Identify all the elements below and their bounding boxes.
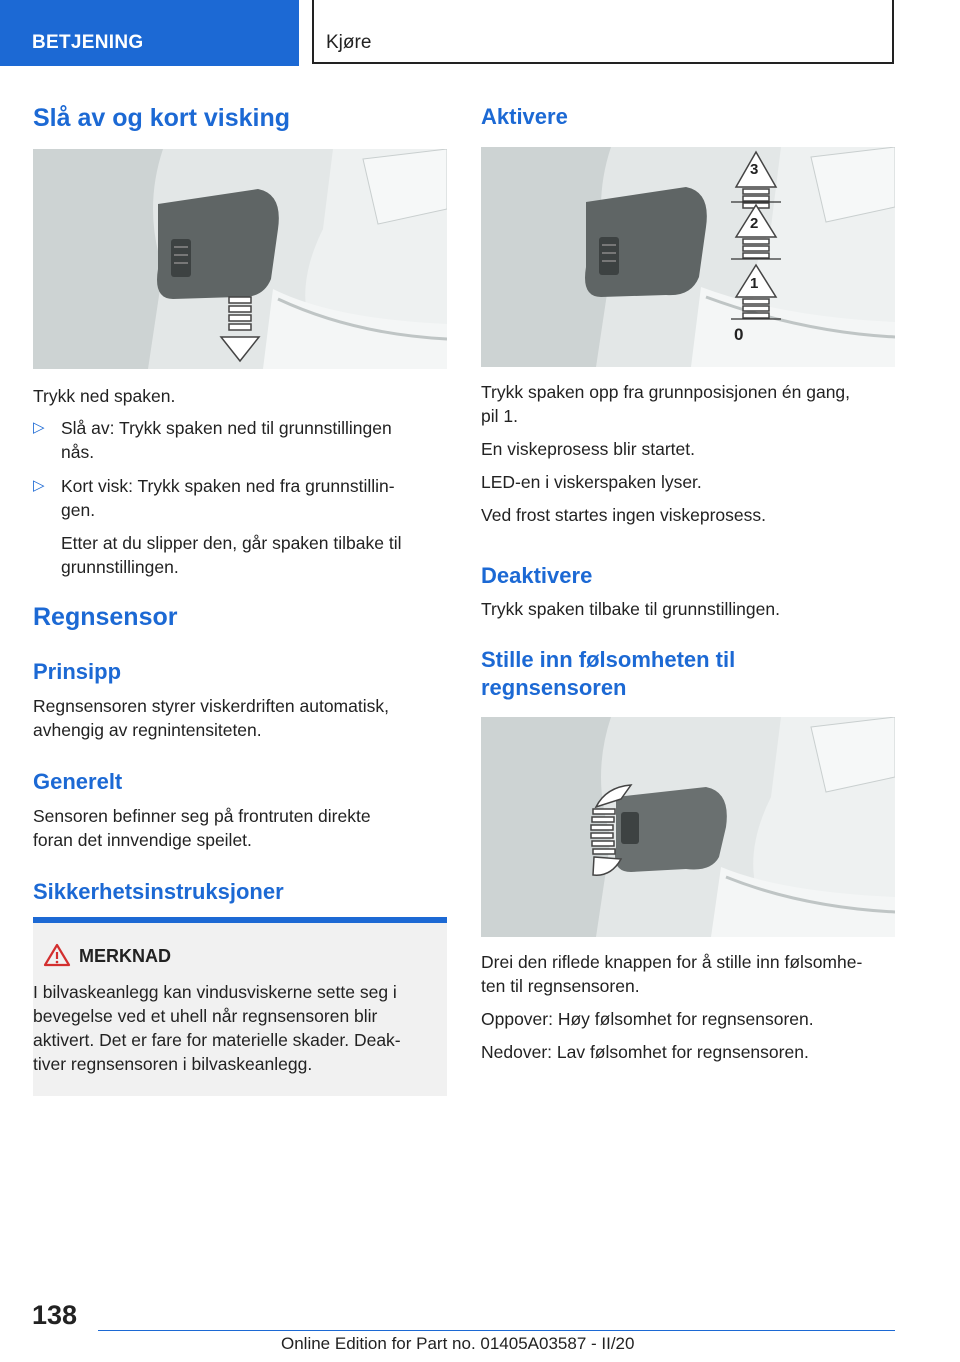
- bullet2-sub-line2: grunnstillingen.: [61, 557, 179, 577]
- principle-line1: Regnsensoren styrer viskerdriften automatisk,: [33, 696, 389, 716]
- fig-label-3: 3: [750, 161, 759, 178]
- title-off-short-wipe: Slå av og kort visking: [33, 104, 291, 132]
- bullet-marker-2: ▷: [33, 477, 45, 494]
- bullet1-line1: Slå av: Trykk spaken ned til grunnstillingen: [61, 418, 392, 438]
- note-line3: aktivert. Det er fare for materielle skader. Deak‐: [33, 1030, 401, 1050]
- bullet2-line2: gen.: [61, 500, 96, 520]
- bullet-marker-1: ▷: [33, 419, 45, 436]
- deactivate-text: Trykk spaken tilbake til grunnstillingen.: [481, 599, 780, 619]
- bullet2-sub-line1: Etter at du slipper den, går spaken tilbake til: [61, 533, 402, 553]
- activate-p2: En viskeprosess blir startet.: [481, 439, 695, 459]
- sensitivity-line2: ten til regnsensoren.: [481, 976, 640, 996]
- footer-edition: Online Edition for Part no. 01405A03587 - II/20: [281, 1334, 635, 1353]
- activate-p3: LED-en i viskerspaken lyser.: [481, 472, 702, 492]
- note-line2: bevegelse ved et uhell når regnsensoren blir: [33, 1006, 378, 1026]
- heading-general: Generelt: [33, 769, 123, 794]
- note-line1: I bilvaskeanlegg kan vindusviskerne sette seg i: [33, 982, 397, 1002]
- bullet1-line2: nås.: [61, 442, 95, 462]
- activate-line1: Trykk spaken opp fra grunnposisjonen én gang,: [481, 382, 851, 402]
- heading-sensitivity-line1: Stille inn følsomheten til: [481, 647, 736, 672]
- heading-activate: Aktivere: [481, 104, 568, 129]
- fig-label-0: 0: [734, 325, 744, 344]
- bullet2-line1: Kort visk: Trykk spaken ned fra grunnstillin‐: [61, 476, 395, 496]
- title-rain-sensor: Regnsensor: [33, 603, 178, 631]
- sensitivity-line1: Drei den riflede knappen for å stille inn følsomhe‐: [481, 952, 863, 972]
- figure-lever-down: [33, 149, 447, 369]
- sensitivity-p2: Oppover: Høy følsomhet for regnsensoren.: [481, 1009, 814, 1029]
- note-line4: tiver regnsensoren i bilvaskeanlegg.: [33, 1054, 313, 1074]
- chapter-label: Kjøre: [326, 32, 372, 53]
- activate-line2: pil 1.: [481, 406, 518, 426]
- section-tab: [0, 0, 299, 66]
- heading-deactivate: Deaktivere: [481, 563, 593, 588]
- section-label: BETJENING: [32, 32, 144, 53]
- activate-p4: Ved frost startes ingen viskeprosess.: [481, 505, 766, 525]
- sensitivity-p3: Nedover: Lav følsomhet for regnsensoren.: [481, 1042, 809, 1062]
- heading-principle: Prinsipp: [33, 659, 122, 684]
- general-line1: Sensoren befinner seg på frontruten direkte: [33, 806, 371, 826]
- fig-label-1: 1: [750, 275, 759, 292]
- caption-press-down: Trykk ned spaken.: [33, 386, 176, 406]
- heading-sensitivity-line2: regnsensoren: [481, 675, 627, 700]
- principle-line2: avhengig av regnintensiteten.: [33, 720, 262, 740]
- footer-divider: [98, 1330, 895, 1331]
- page-number: 138: [32, 1300, 78, 1330]
- note-title: MERKNAD: [79, 946, 171, 966]
- fig-label-2: 2: [750, 215, 759, 232]
- figure-lever-up: [481, 147, 895, 367]
- note-box: [33, 917, 447, 1096]
- heading-safety: Sikkerhetsinstruksjoner: [33, 879, 284, 904]
- warning-triangle-icon: [43, 943, 71, 972]
- figure-sensitivity-knob: [481, 717, 895, 937]
- chapter-tab: [312, 0, 894, 64]
- general-line2: foran det innvendige speilet.: [33, 830, 252, 850]
